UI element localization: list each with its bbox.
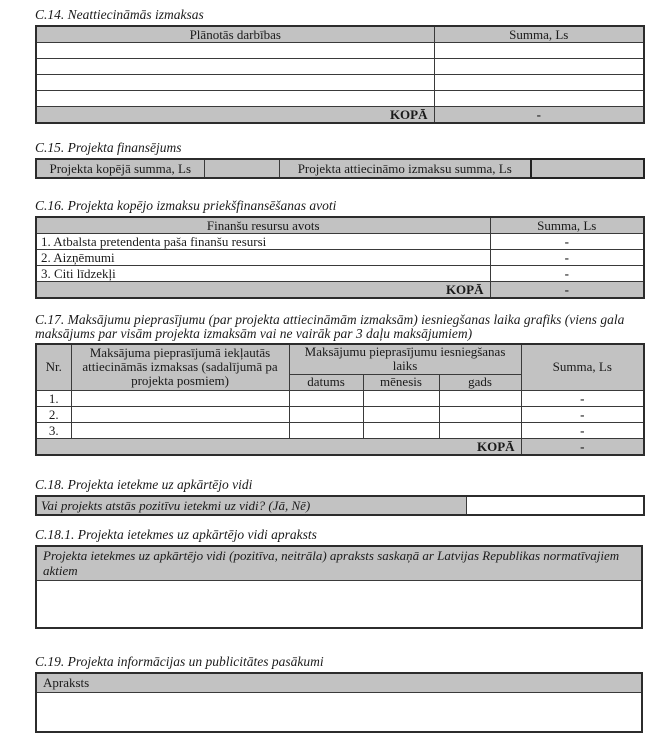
c14-table	[35, 25, 645, 124]
c16-row-value[interactable]: -	[490, 266, 644, 282]
c14-row-action-input[interactable]	[36, 91, 434, 107]
c14-row-action-input[interactable]	[36, 75, 434, 91]
c17-row-month-input[interactable]	[363, 406, 439, 422]
c15-total-sum-input[interactable]	[204, 159, 279, 178]
c18-1-description-label: Projekta ietekmes uz apkārtējo vidi (pozitīva, neitrāla) apraksts saskaņā ar Latvijas Republikas normatīvajiem aktiem	[37, 547, 641, 581]
c14-total-value: -	[434, 107, 644, 124]
c16-table	[35, 216, 645, 299]
c18-answer-input[interactable]	[466, 496, 644, 515]
c16-col-source: Finanšu resursu avots	[36, 217, 490, 234]
c17-col-group: Maksājumu pieprasījumu iesniegšanas laiks	[289, 344, 521, 374]
section-title-c15: C.15. Projekta finansējums	[35, 140, 182, 155]
section-title-c19: C.19. Projekta informācijas un publicitātes pasākumi	[35, 653, 324, 669]
section-title-c17: C.17. Maksājumu pieprasījumu (par projekta attiecināmām izmaksām) iesniegšanas laika grafiks (viens gala maksājums par visām projekta izmaksām vai ne vairāk par 3 daļu maksājumiem)	[35, 312, 625, 341]
c16-col-sum: Summa, Ls	[490, 217, 644, 234]
c17-row-sum[interactable]: -	[521, 422, 644, 438]
c17-row-desc-input[interactable]	[71, 406, 289, 422]
form-page	[35, 8, 643, 733]
c16-row-value[interactable]: -	[490, 234, 644, 250]
c17-col-desc: Maksājuma pieprasījumā iekļautās attiecināmās izmaksas (sadalījumā pa projekta posmiem)	[71, 344, 289, 390]
c17-row-date-input[interactable]	[289, 390, 363, 406]
c16-row-label: 3. Citi līdzekļi	[36, 266, 490, 282]
c17-row-nr: 3.	[36, 422, 71, 438]
c14-row-action-input[interactable]	[36, 43, 434, 59]
c18-1-box	[35, 545, 643, 629]
c16-total-label: KOPĀ	[36, 282, 490, 299]
c14-col-sum: Summa, Ls	[434, 26, 644, 43]
c17-table	[35, 343, 645, 456]
section-title-c18: C.18. Projekta ietekme uz apkārtējo vidi	[35, 476, 253, 492]
c15-eligible-sum-label: Projekta attiecināmo izmaksu summa, Ls	[279, 159, 531, 178]
c17-row-date-input[interactable]	[289, 422, 363, 438]
c19-box	[35, 672, 643, 733]
c15-total-sum-label: Projekta kopējā summa, Ls	[36, 159, 204, 178]
c14-total-label: KOPĀ	[36, 107, 434, 124]
c17-sub-month: mēnesis	[363, 374, 439, 390]
c17-row-sum[interactable]: -	[521, 390, 644, 406]
c17-row-month-input[interactable]	[363, 390, 439, 406]
section-title-c14: C.14. Neattiecināmās izmaksas	[35, 7, 204, 22]
c17-total-label: KOPĀ	[36, 438, 521, 455]
c17-row-nr: 2.	[36, 406, 71, 422]
c14-row-sum-input[interactable]	[434, 59, 644, 75]
c19-description-input[interactable]	[37, 693, 641, 731]
c17-row-nr: 1.	[36, 390, 71, 406]
c17-row-year-input[interactable]	[439, 390, 521, 406]
c17-row-month-input[interactable]	[363, 422, 439, 438]
c17-col-nr: Nr.	[36, 344, 71, 390]
c17-row-sum[interactable]: -	[521, 406, 644, 422]
c18-1-description-input[interactable]	[37, 581, 641, 627]
section-title-c16: C.16. Projekta kopējo izmaksu priekšfinansēšanas avoti	[35, 198, 337, 213]
c15-table	[35, 158, 645, 179]
c17-row-year-input[interactable]	[439, 406, 521, 422]
c15-eligible-sum-input[interactable]	[531, 159, 644, 178]
c14-row-sum-input[interactable]	[434, 91, 644, 107]
c17-sub-year: gads	[439, 374, 521, 390]
c14-row-action-input[interactable]	[36, 59, 434, 75]
c14-row-sum-input[interactable]	[434, 75, 644, 91]
c14-row-sum-input[interactable]	[434, 43, 644, 59]
section-title-c18-1: C.18.1. Projekta ietekmes uz apkārtējo vidi apraksts	[35, 526, 317, 542]
c17-col-sum: Summa, Ls	[521, 344, 644, 390]
c14-col-actions: Plānotās darbības	[36, 26, 434, 43]
c17-total-value: -	[521, 438, 644, 455]
c17-row-desc-input[interactable]	[71, 422, 289, 438]
c17-row-desc-input[interactable]	[71, 390, 289, 406]
c16-total-value: -	[490, 282, 644, 299]
c16-row-label: 2. Aizņēmumi	[36, 250, 490, 266]
c17-row-date-input[interactable]	[289, 406, 363, 422]
c17-sub-date: datums	[289, 374, 363, 390]
c18-question-label: Vai projekts atstās pozitīvu ietekmi uz vidi? (Jā, Nē)	[36, 496, 466, 515]
c17-row-year-input[interactable]	[439, 422, 521, 438]
c16-row-value[interactable]: -	[490, 250, 644, 266]
c19-description-label: Apraksts	[37, 674, 641, 693]
c16-row-label: 1. Atbalsta pretendenta paša finanšu resursi	[36, 234, 490, 250]
c18-table	[35, 495, 645, 516]
